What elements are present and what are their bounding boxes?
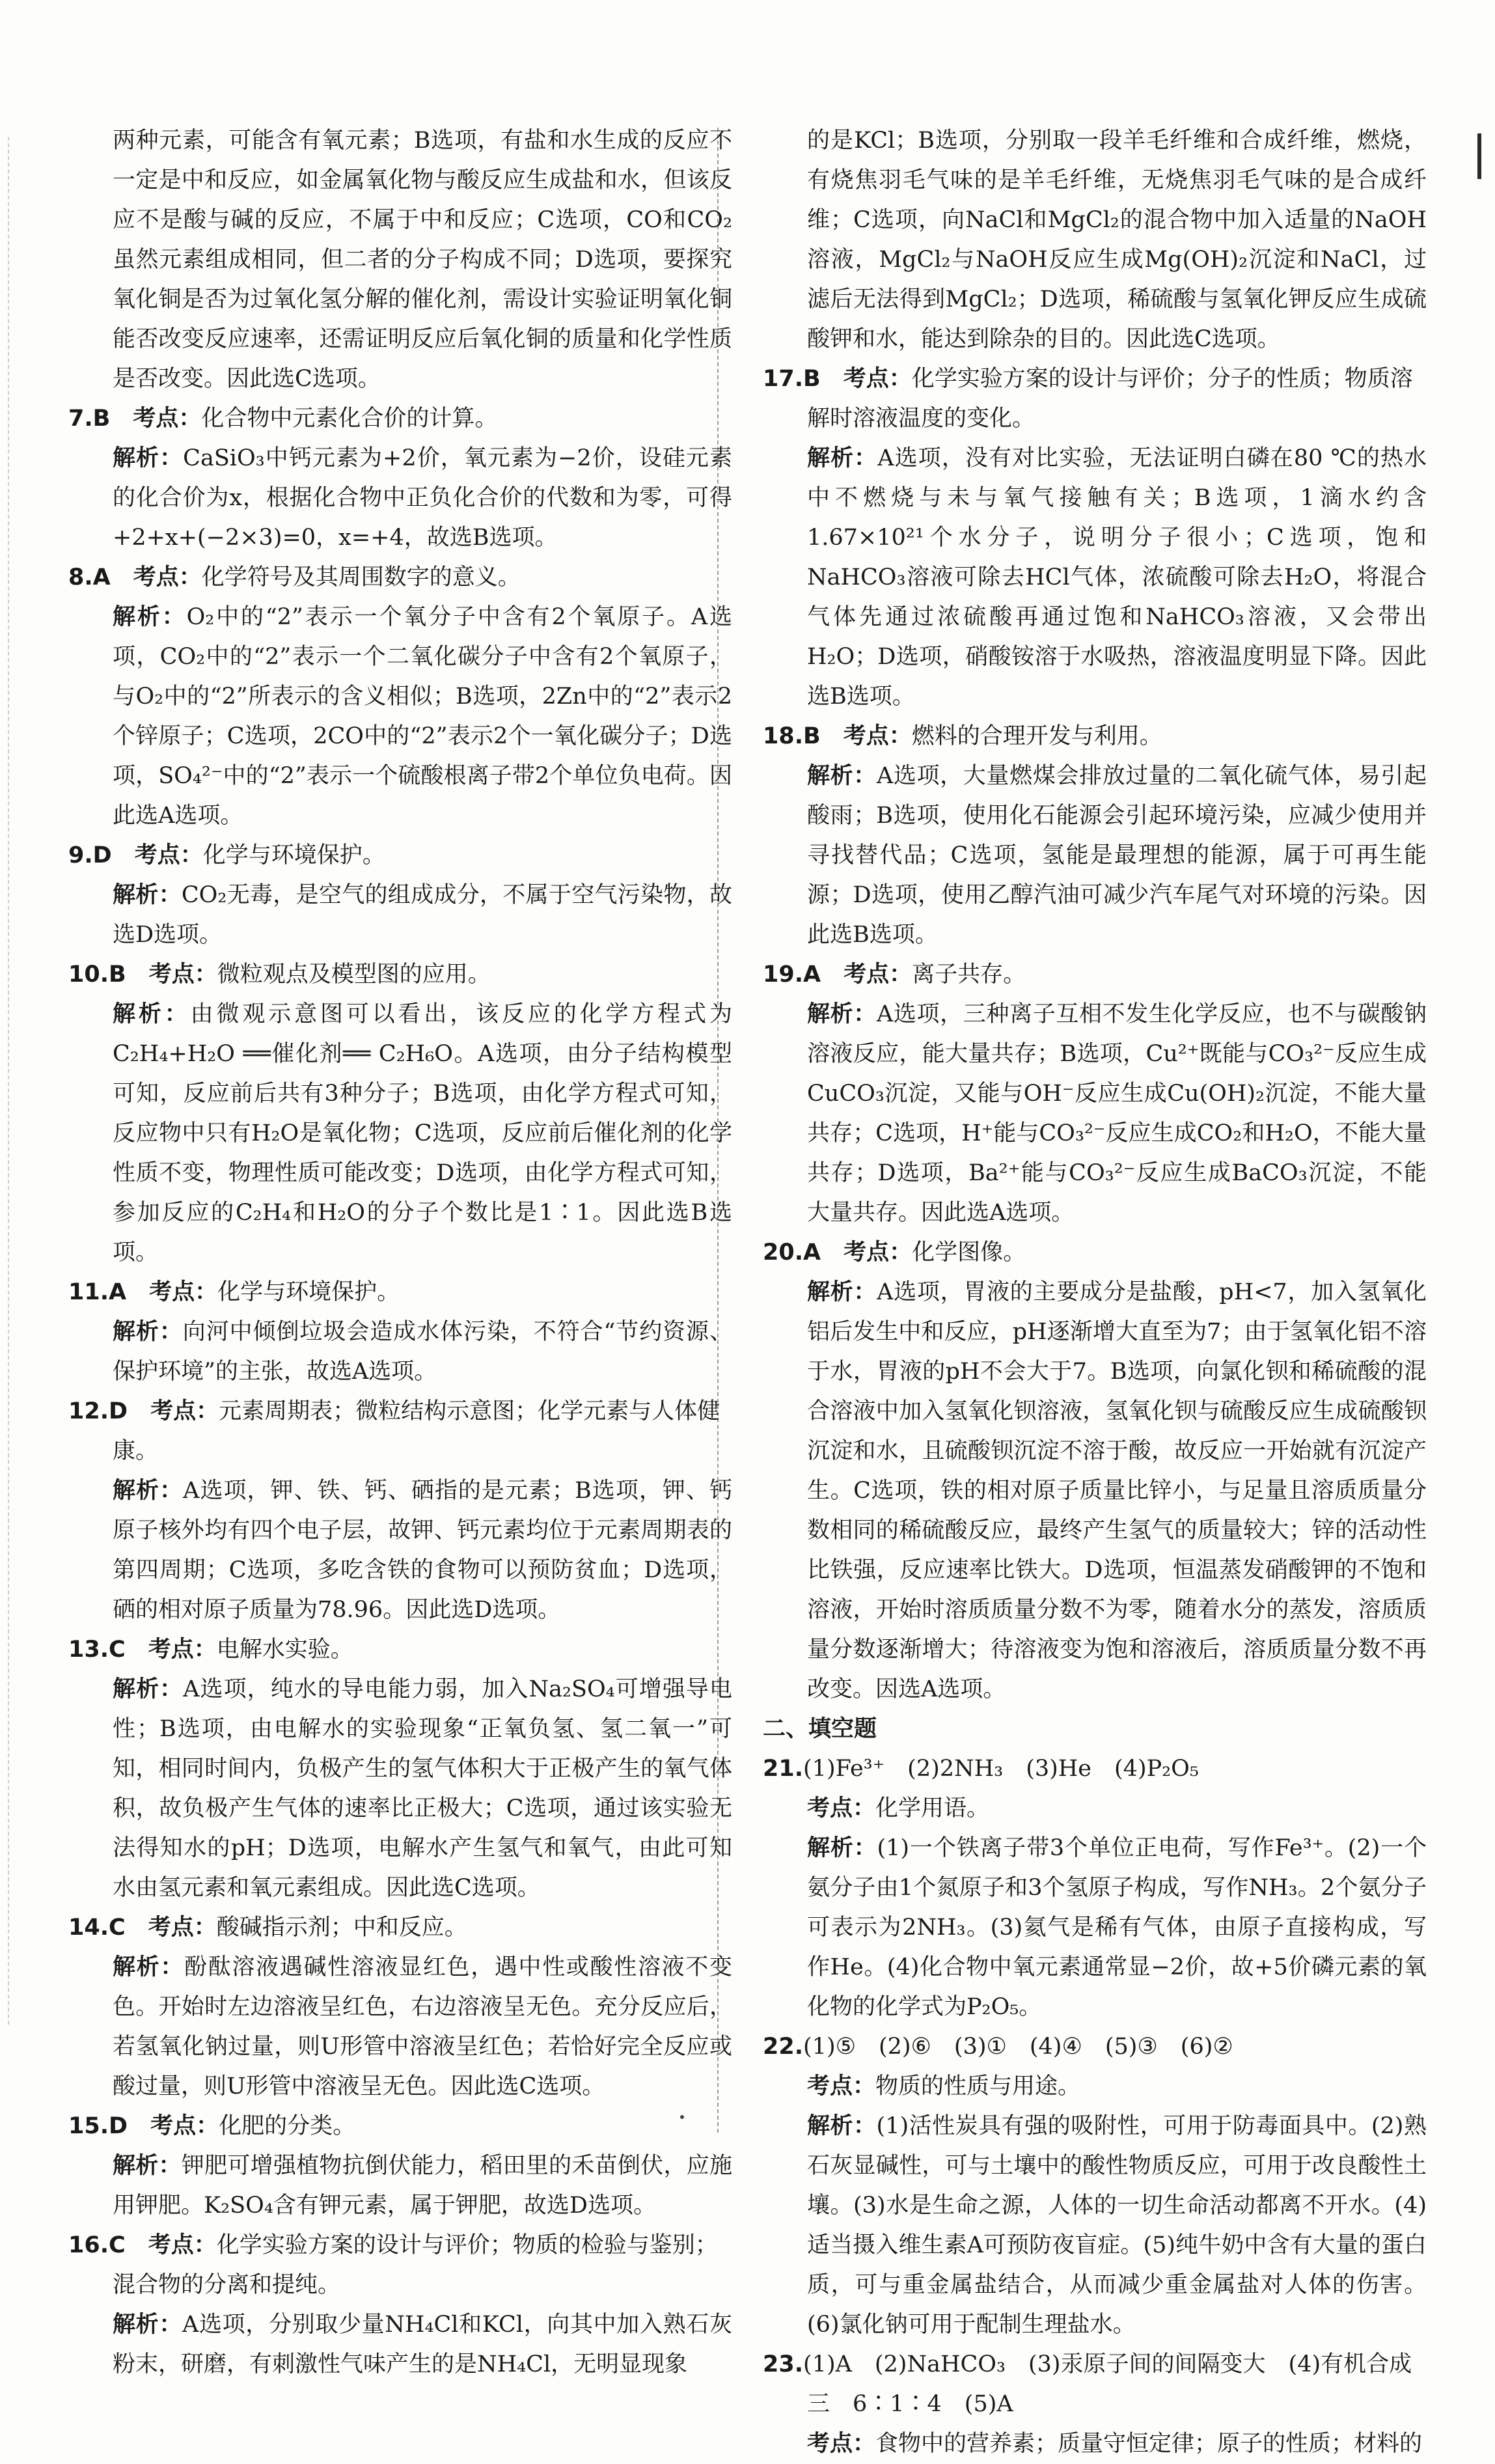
- answer-letter: C: [109, 1915, 126, 1941]
- analysis-text: O₂中的“2”表示一个氧分子中含有2个氧原子。A选项，CO₂中的“2”表示一个二氧化碳分子中含有2个氧原子，与O₂中的“2”所表示的含义相似；B选项，2Zn中的“2”表示2个锌原子；C选项，2CO中的“2”表示2个一氧化碳分子；D选项，SO₄²⁻中的“2”表示一个硫酸根离子带2个单位负电荷。因此选A选项。: [113, 604, 732, 829]
- point-label: 考点：: [844, 1239, 912, 1266]
- answer-letter: C: [109, 2232, 126, 2258]
- question-number: 8.: [68, 564, 93, 590]
- question-item: [68, 955, 732, 995]
- point-label: 考点：: [148, 2232, 217, 2258]
- answer-letter: B: [803, 723, 821, 749]
- analysis-label: 解析：: [113, 1319, 183, 1345]
- question-number: 23.: [763, 2351, 804, 2377]
- right-column: [763, 121, 1435, 2464]
- question-item: [68, 1392, 732, 1471]
- point-text: 燃料的合理开发与利用。: [911, 723, 1162, 749]
- question-item: [68, 1908, 732, 1948]
- analysis-paragraph: [763, 995, 1427, 1233]
- analysis-label: 考点：: [807, 1795, 876, 1821]
- section-heading: [763, 1710, 1427, 1749]
- analysis-paragraph: [68, 2146, 732, 2226]
- analysis-paragraph: [68, 2305, 732, 2385]
- analysis-text: A选项，三种离子互相不发生化学反应，也不与碳酸钠溶液反应，能大量共存；B选项，Cu²⁺既能与CO₃²⁻反应生成CuCO₃沉淀，又能与OH⁻反应生成Cu(OH)₂沉淀，不能大量共存；C选项，H⁺能与CO₃²⁻反应生成CO₂和H₂O，不能大量共存；D选项，Ba²⁺能与CO₃²⁻反应生成BaCO₃沉淀，不能大量共存。因此选A选项。: [807, 1001, 1427, 1226]
- question-number: 15.: [68, 2113, 109, 2139]
- analysis-paragraph: [68, 1948, 732, 2107]
- analysis-paragraph: [68, 1312, 732, 1392]
- question-item: [68, 1630, 732, 1670]
- analysis-paragraph: [763, 2067, 1427, 2107]
- analysis-paragraph: [763, 2107, 1427, 2345]
- point-label: 考点：: [843, 723, 912, 749]
- point-label: 考点：: [148, 1915, 217, 1941]
- analysis-text: A选项，胃液的主要成分是盐酸，pH<7，加入氢氧化铝后发生中和反应，pH逐渐增大直至为7；由于氢氧化铝不溶于水，胃液的pH不会大于7。B选项，向氯化钡和稀硫酸的混合溶液中加入氢氧化钡溶液，氢氧化钡与硫酸反应生成硫酸钡沉淀和水，且硫酸钡沉淀不溶于酸，故反应一开始就有沉淀产生。C选项，铁的相对原子质量比锌小，与足量且溶质质量分数相同的稀硫酸反应，最终产生氢气的质量较大；锌的活动性比铁强，反应速率比铁大。D选项，恒温蒸发硝酸钾的不饱和溶液，开始时溶质质量分数不为零，随着水分的蒸发，溶质质量分数逐渐增大；待溶液变为饱和溶液后，溶质质量分数不再改变。因选A选项。: [807, 1279, 1427, 1702]
- point-label: 考点：: [843, 366, 912, 392]
- point-text: 离子共存。: [912, 962, 1026, 988]
- analysis-text: (1)活性炭具有强的吸附性，可用于防毒面具中。(2)熟石灰显碱性，可与土壤中的酸性物质反应，可用于改良酸性土壤。(3)水是生命之源，人体的一切生命活动都离不开水。(4)适当摄入维生素A可预防夜盲症。(5)纯牛奶中含有大量的蛋白质，可与重金属盐结合，从而减少重金属盐对人体的伤害。(6)氯化钠可用于配制生理盐水。: [807, 2113, 1427, 2338]
- question-number: 14.: [68, 1915, 109, 1941]
- analysis-text: CaSiO₃中钙元素为+2价，氧元素为−2价，设硅元素的化合价为x，根据化合物中正负化合价的代数和为零，可得+2+x+(−2×3)=0，x=+4，故选B选项。: [113, 445, 732, 551]
- paragraph-text: 的是KCl；B选项，分别取一段羊毛纤维和合成纤维，燃烧，有烧焦羽毛气味的是羊毛纤维，无烧焦羽毛气味的是合成纤维；C选项，向NaCl和MgCl₂的混合物中加入适量的NaOH溶液，MgCl₂与NaOH反应生成Mg(OH)₂沉淀和NaCl，过滤后无法得到MgCl₂；D选项，稀硫酸与氢氧化钾反应生成硫酸钾和水，能达到除杂的目的。因此选C选项。: [807, 128, 1427, 352]
- analysis-label: 解析：: [113, 2312, 183, 2338]
- analysis-paragraph: [763, 1273, 1427, 1710]
- analysis-paragraph: [763, 1789, 1427, 1829]
- analysis-label: 解析：: [807, 763, 877, 789]
- analysis-paragraph: [763, 2424, 1427, 2464]
- answer-letter: C: [109, 1637, 126, 1663]
- question-item: [68, 558, 732, 598]
- edge-mark: [1477, 133, 1481, 179]
- question-number: 12.: [68, 1398, 109, 1424]
- question-number: 17.: [763, 366, 804, 392]
- analysis-text: A选项，分别取少量NH₄Cl和KCl，向其中加入熟石灰粉末，研磨，有刺激性气味产生的是NH₄Cl，无明显现象: [113, 2312, 732, 2377]
- question-item: [68, 2226, 732, 2305]
- analysis-text: CO₂无毒，是空气的组成成分，不属于空气污染物，故选D选项。: [113, 882, 732, 948]
- question-number: 22.: [763, 2034, 804, 2060]
- analysis-text: 酚酞溶液遇碱性溶液显红色，遇中性或酸性溶液不变色。开始时左边溶液呈红色，右边溶液呈无色。充分反应后，若氢氧化钠过量，则U形管中溶液呈红色；若恰好完全反应或酸过量，则U形管中溶液呈无色。因此选C选项。: [113, 1954, 732, 2099]
- point-text: 微粒观点及模型图的应用。: [217, 962, 491, 988]
- question-number: 9.: [68, 842, 93, 868]
- left-column: [68, 121, 732, 2385]
- analysis-paragraph: [763, 1829, 1427, 2027]
- analysis-label: 解析：: [113, 1954, 185, 1980]
- point-label: 考点：: [844, 962, 912, 988]
- question-number: 7.: [68, 406, 93, 432]
- analysis-text: A选项，大量燃煤会排放过量的二氧化硫气体，易引起酸雨；B选项，使用化石能源会引起环境污染，应减少使用并寻找替代品；C选项，氢能是最理想的能源，属于可再生能源；D选项，使用乙醇汽油可减少汽车尾气对环境的污染。因此选B选项。: [807, 763, 1427, 948]
- analysis-paragraph: [68, 598, 732, 836]
- analysis-label: 解析：: [807, 445, 878, 471]
- point-text: 化学实验方案的设计与评价；物质的检验与鉴别；混合物的分离和提纯。: [113, 2232, 718, 2298]
- point-text: 化学图像。: [912, 1239, 1026, 1266]
- point-text: 电解水实验。: [216, 1637, 353, 1663]
- analysis-paragraph: [763, 439, 1427, 717]
- analysis-text: 由微观示意图可以看出，该反应的化学方程式为C₂H₄+H₂O ══催化剂══ C₂H₆O。A选项，由分子结构模型可知，反应前后共有3种分子；B选项，由化学方程式可知，反应物中只有H₂O是氧化物；C选项，反应前后催化剂的化学性质不变，物理性质可能改变；D选项，由化学方程式可知，参加反应的C₂H₄和H₂O的分子个数比是1∶1。因此选B选项。: [113, 1001, 732, 1266]
- analysis-label: 解析：: [113, 445, 184, 471]
- point-text: 化合物中元素化合价的计算。: [201, 406, 498, 432]
- analysis-paragraph: [68, 1670, 732, 1908]
- analysis-paragraph: [68, 439, 732, 558]
- analysis-label: 解析：: [113, 1676, 184, 1702]
- analysis-text: 食物中的营养素；质量守恒定律；原子的性质；材料的: [875, 2431, 1423, 2457]
- continued-paragraph: [763, 121, 1427, 359]
- point-text: 化学与环境保护。: [202, 842, 385, 868]
- analysis-text: (1)一个铁离子带3个单位正电荷，写作Fe³⁺。(2)一个氨分子由1个氮原子和3个氢原子构成，写作NH₃。2个氨分子可表示为2NH₃。(3)氦气是稀有气体，由原子直接构成，写作He。(4)化合物中氧元素通常显−2价，故+5价磷元素的氧化物的化学式为P₂O₅。: [807, 1835, 1427, 2020]
- question-item: [68, 1273, 732, 1312]
- binding-edge-line: [8, 137, 9, 2025]
- answer-letter: B: [92, 406, 111, 432]
- point-label: 考点：: [148, 1637, 217, 1663]
- analysis-text: A选项，没有对比实验，无法证明白磷在80 ℃的热水中不燃烧与未与氧气接触有关；B选项，1滴水约含1.67×10²¹个水分子，说明分子很小；C选项，饱和NaHCO₃溶液可除去HCl气体，浓硫酸可除去H₂O，将混合气体先通过浓硫酸再通过饱和NaHCO₃溶液，又会带出H₂O；D选项，硝酸铵溶于水吸热，溶液温度明显下降。因此选B选项。: [807, 445, 1427, 710]
- analysis-label: 解析：: [807, 1835, 877, 1861]
- point-label: 考点：: [150, 2113, 219, 2139]
- answer-item: [763, 2345, 1435, 2424]
- analysis-paragraph: [68, 1471, 732, 1630]
- answer-letter: D: [109, 2113, 128, 2139]
- answer-letter: A: [92, 564, 111, 590]
- answer-letter: A: [109, 1279, 127, 1305]
- analysis-text: 钾肥可增强植物抗倒伏能力，稻田里的禾苗倒伏，应施用钾肥。K₂SO₄含有钾元素，属于钾肥，故选D选项。: [113, 2153, 732, 2219]
- analysis-label: 解析：: [807, 1279, 877, 1305]
- page-dot: [680, 2115, 684, 2119]
- analysis-label: 考点：: [807, 2073, 876, 2099]
- analysis-text: A选项，钾、铁、钙、硒指的是元素；B选项，钾、钙原子核外均有四个电子层，故钾、钙元素均位于元素周期表的第四周期；C选项，多吃含铁的食物可以预防贫血；D选项，硒的相对原子质量为78.96。因此选D选项。: [113, 1478, 732, 1623]
- point-label: 考点：: [133, 406, 202, 432]
- answer-letter: A: [803, 1239, 821, 1266]
- analysis-label: 解析：: [113, 882, 182, 908]
- point-text: 化学与环境保护。: [217, 1279, 400, 1305]
- question-item: [763, 955, 1427, 995]
- question-number: 20.: [763, 1239, 804, 1266]
- analysis-label: 解析：: [113, 2153, 182, 2179]
- analysis-text: 物质的性质与用途。: [875, 2073, 1081, 2099]
- continued-paragraph: [68, 121, 732, 399]
- answer-letter: D: [92, 842, 112, 868]
- point-label: 考点：: [133, 564, 202, 590]
- analysis-label: 解析：: [807, 2113, 877, 2139]
- point-label: 考点：: [149, 1279, 218, 1305]
- section-title: 二、填空题: [763, 1716, 877, 1742]
- answer-text: (1)⑤ (2)⑥ (3)① (4)④ (5)③ (6)②: [803, 2034, 1233, 2060]
- question-item: [68, 2107, 732, 2146]
- analysis-label: 解析：: [807, 1001, 877, 1027]
- analysis-text: 化学用语。: [875, 1795, 990, 1821]
- analysis-paragraph: [68, 876, 732, 955]
- point-label: 考点：: [134, 842, 203, 868]
- answer-letter: D: [109, 1398, 128, 1424]
- question-number: 13.: [68, 1637, 109, 1663]
- analysis-label: 解析：: [113, 1478, 184, 1504]
- question-item: [763, 717, 1427, 756]
- point-text: 酸碱指示剂；中和反应。: [216, 1915, 467, 1941]
- analysis-label: 解析：: [113, 604, 187, 630]
- point-text: 化学实验方案的设计与评价；分子的性质；物质溶解时溶液温度的变化。: [807, 366, 1413, 432]
- answer-letter: A: [803, 962, 821, 988]
- analysis-paragraph: [68, 995, 732, 1273]
- answer-letter: B: [803, 366, 821, 392]
- analysis-paragraph: [763, 756, 1427, 955]
- question-number: 16.: [68, 2232, 109, 2258]
- answer-letter: B: [109, 962, 126, 988]
- analysis-label: 考点：: [807, 2431, 876, 2457]
- analysis-text: A选项，纯水的导电能力弱，加入Na₂SO₄可增强导电性；B选项，由电解水的实验现象“正氧负氢、氢二氧一”可知，相同时间内，负极产生的氢气体积大于正极产生的氧气体积，故负极产生气体的速率比正极大；C选项，通过该实验无法得知水的pH；D选项，电解水产生氢气和氧气，由此可知水由氢元素和氧元素组成。因此选C选项。: [113, 1676, 732, 1901]
- answer-text: (1)Fe³⁺ (2)2NH₃ (3)He (4)P₂O₅: [803, 1756, 1199, 1782]
- question-number: 10.: [68, 962, 109, 988]
- question-item: [68, 836, 732, 876]
- answer-text: (1)A (2)NaHCO₃ (3)汞原子间的间隔变大 (4)有机合成 三 6∶1∶4 (5)A: [803, 2351, 1435, 2417]
- analysis-text: 向河中倾倒垃圾会造成水体污染，不符合“节约资源、保护环境”的主张，故选A选项。: [113, 1319, 732, 1385]
- question-item: [763, 359, 1427, 439]
- point-text: 元素周期表；微粒结构示意图；化学元素与人体健康。: [113, 1398, 720, 1464]
- point-label: 考点：: [148, 962, 217, 988]
- question-item: [68, 399, 732, 439]
- question-number: 11.: [68, 1279, 109, 1305]
- question-item: [763, 1233, 1427, 1273]
- answer-item: [763, 2027, 1427, 2067]
- answer-item: [763, 1749, 1427, 1789]
- question-number: 18.: [763, 723, 804, 749]
- point-label: 考点：: [150, 1398, 219, 1424]
- question-number: 19.: [763, 962, 804, 988]
- analysis-label: 解析：: [113, 1001, 191, 1027]
- point-text: 化肥的分类。: [219, 2113, 356, 2139]
- paragraph-text: 两种元素，可能含有氧元素；B选项，有盐和水生成的反应不一定是中和反应，如金属氧化物与酸反应生成盐和水，但该反应不是酸与碱的反应，不属于中和反应；C选项，CO和CO₂虽然元素组成相同，但二者的分子构成不同；D选项，要探究氧化铜是否为过氧化氢分解的催化剂，需设计实验证明氧化铜能否改变反应速率，还需证明反应后氧化铜的质量和化学性质是否改变。因此选C选项。: [113, 128, 732, 392]
- point-text: 化学符号及其周围数字的意义。: [201, 564, 521, 590]
- question-number: 21.: [763, 1756, 804, 1782]
